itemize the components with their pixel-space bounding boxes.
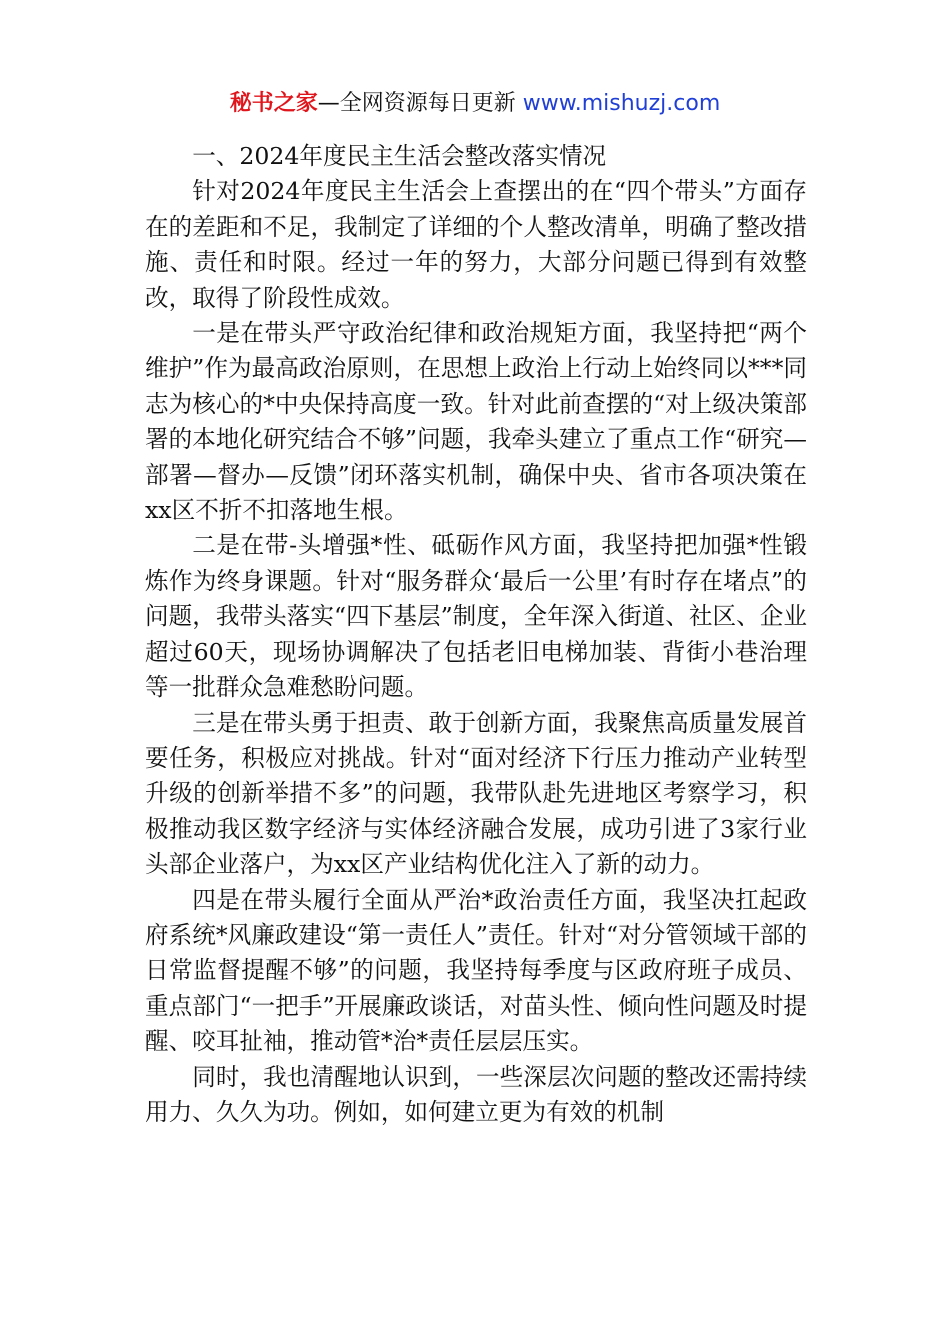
document-body (145, 139, 807, 1130)
section-heading: 一、2024年度民主生活会整改落实情况 (192, 142, 607, 170)
paragraph-item-2: 二是在带-头增强*性、砥砺作风方面，我坚持把加强*性锻炼作为终身课题。针对“服务群众‘最后一公里’有时存在堵点”的问题，我带头落实“四下基层”制度，全年深入街道、社区、企业超过60天，现场协调解决了包括老旧电梯加装、背街小巷治理等一批群众急难愁盼问题。 (145, 531, 807, 702)
paragraph-item-3: 三是在带头勇于担责、敢于创新方面，我聚焦高质量发展首要任务，积极应对挑战。针对“面对经济下行压力推动产业转型升级的创新举措不多”的问题，我带队赴先进地区考察学习，积极推动我区数字经济与实体经济融合发展，成功引进了3家行业头部企业落户，为xx区产业结构优化注入了新的动力。 (145, 708, 807, 879)
site-brand: 秘书之家 (229, 91, 318, 116)
site-url-link[interactable]: www.mishuzj.com (522, 91, 721, 116)
site-header (0, 88, 950, 120)
site-slogan: —全网资源每日更新 (317, 91, 523, 116)
paragraph-conclusion: 同时，我也清醒地认识到，一些深层次问题的整改还需持续用力、久久为功。例如，如何建立更为有效的机制 (145, 1062, 807, 1126)
paragraph-item-1: 一是在带头严守政治纪律和政治规矩方面，我坚持把“两个维护”作为最高政治原则，在思想上政治上行动上始终同以***同志为核心的*中央保持高度一致。针对此前查摆的“对上级决策部署的本地化研究结合不够”问题，我牵头建立了重点工作“研究—部署—督办—反馈”闭环落实机制，确保中央、省市各项决策在xx区不折不扣落地生根。 (145, 319, 807, 525)
paragraph-intro: 针对2024年度民主生活会上查摆出的在“四个带头”方面存在的差距和不足，我制定了详细的个人整改清单，明确了整改措施、责任和时限。经过一年的努力，大部分问题已得到有效整改，取得了阶段性成效。 (145, 177, 807, 312)
paragraph-item-4: 四是在带头履行全面从严治*政治责任方面，我坚决扛起政府系统*风廉政建设“第一责任人”责任。针对“对分管领域干部的日常监督提醒不够”的问题，我坚持每季度与区政府班子成员、重点部门“一把手”开展廉政谈话，对苗头性、倾向性问题及时提醒、咬耳扯袖，推动管*治*责任层层压实。 (145, 885, 807, 1056)
